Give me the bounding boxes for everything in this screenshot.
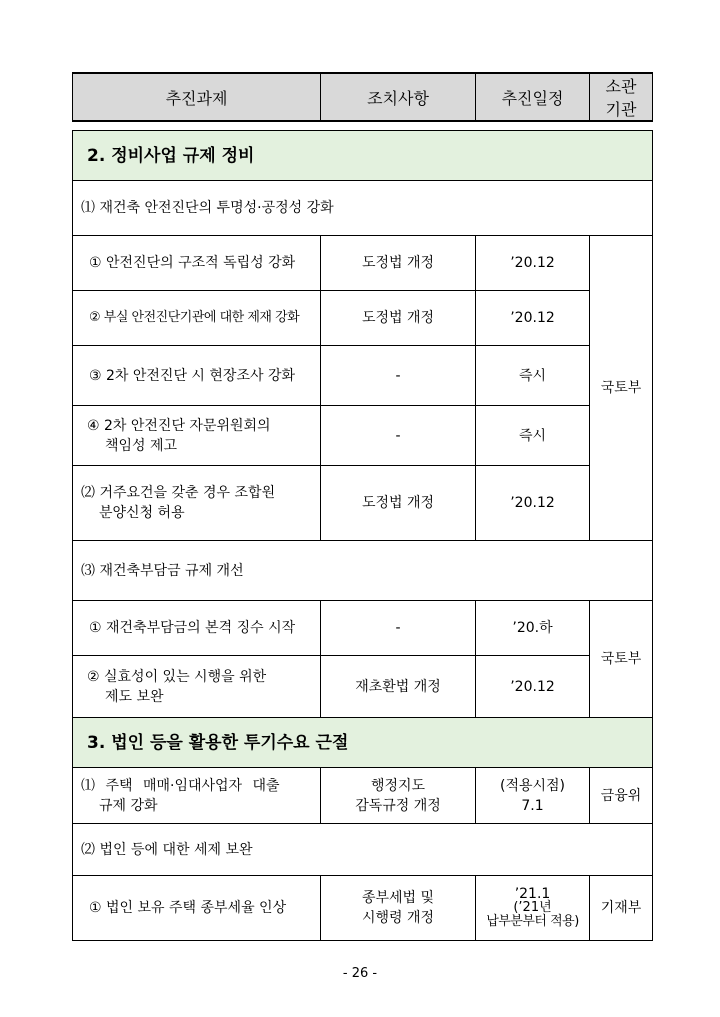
subsection-row <box>73 824 653 876</box>
schedule-cell: ’20.12 <box>476 236 590 291</box>
action-line: 감독규정 개정 <box>355 797 441 814</box>
section3-sub2-title: ⑵ 법인 등에 대한 세제 보완 <box>73 824 653 876</box>
schedule-line: (’21년 <box>513 900 552 915</box>
task-line: ② 실효성이 있는 시행을 위한 <box>87 668 267 685</box>
section2-sub3-title: ⑶ 재건축부담금 규제 개선 <box>73 541 653 601</box>
table-row <box>73 406 653 466</box>
table-row <box>73 346 653 406</box>
schedule-line: (적용시점) <box>499 777 566 794</box>
task-cell: ① 재건축부담금의 본격 징수 시작 <box>73 601 321 656</box>
schedule-cell <box>476 768 590 824</box>
task-line: 규제 강화 <box>99 797 158 814</box>
section2-title: 2. 정비사업 규제 정비 <box>73 131 653 181</box>
header-agency-line2: 기관 <box>605 100 637 119</box>
agency-cell: 국토부 <box>590 236 653 541</box>
schedule-cell: ’20.하 <box>476 601 590 656</box>
page-number: - 26 - <box>342 966 378 981</box>
task-cell <box>73 768 321 824</box>
task-line: ⑴ 주택 매매·임대사업자 대출 <box>81 777 280 794</box>
table-row <box>73 656 653 718</box>
schedule-line: ’21.1 <box>514 886 551 902</box>
schedule-line: 납부분부터 적용) <box>486 914 579 929</box>
section2-sub1-title: ⑴ 재건축 안전진단의 투명성·공정성 강화 <box>73 181 653 236</box>
agency-cell: 금융위 <box>590 768 653 824</box>
header-action: 조치사항 <box>321 73 476 121</box>
task-cell: ① 법인 보유 주택 종부세율 인상 <box>73 876 321 941</box>
action-line: 행정지도 <box>370 777 426 794</box>
schedule-cell: ’20.12 <box>476 656 590 718</box>
schedule-cell: 즉시 <box>476 346 590 406</box>
agency-cell: 국토부 <box>590 601 653 718</box>
task-cell <box>73 656 321 718</box>
header-row <box>73 73 653 121</box>
task-line: ⑵ 거주요건을 갖춘 경우 조합원 <box>81 485 276 501</box>
header-task: 추진과제 <box>73 73 321 121</box>
subsection-row <box>73 541 653 601</box>
table-row <box>73 236 653 291</box>
schedule-cell: ’20.12 <box>476 466 590 541</box>
action-cell <box>321 876 476 941</box>
table-row <box>73 291 653 346</box>
action-line: 시행령 개정 <box>361 910 435 926</box>
action-cell: 도정법 개정 <box>321 291 476 346</box>
task-line: ④ 2차 안전진단 자문위원회의 <box>87 417 271 434</box>
header-agency-line1: 소관 <box>605 77 637 96</box>
header-agency <box>590 73 653 121</box>
task-cell: ③ 2차 안전진단 시 현장조사 강화 <box>73 346 321 406</box>
task-cell <box>73 406 321 466</box>
task-line: 분양신청 허용 <box>99 505 185 521</box>
table-row <box>73 601 653 656</box>
main-table <box>72 130 653 941</box>
action-cell: - <box>321 601 476 656</box>
action-line: 종부세법 및 <box>361 890 435 906</box>
section3-title: 3. 법인 등을 활용한 투기수요 근절 <box>73 718 653 768</box>
header-table <box>72 72 653 122</box>
header-schedule: 추진일정 <box>476 73 590 121</box>
table-row <box>73 466 653 541</box>
section-heading <box>73 718 653 768</box>
schedule-cell: ’20.12 <box>476 291 590 346</box>
section-heading <box>73 131 653 181</box>
task-cell: ① 안전진단의 구조적 독립성 강화 <box>73 236 321 291</box>
table-row <box>73 876 653 941</box>
schedule-cell: 즉시 <box>476 406 590 466</box>
table-row <box>73 768 653 824</box>
action-cell: 재초환법 개정 <box>321 656 476 718</box>
schedule-cell <box>476 876 590 941</box>
action-cell <box>321 768 476 824</box>
agency-cell: 기재부 <box>590 876 653 941</box>
subsection-row <box>73 181 653 236</box>
action-cell: 도정법 개정 <box>321 236 476 291</box>
action-cell: - <box>321 346 476 406</box>
task-cell: ② 부실 안전진단기관에 대한 제재 강화 <box>73 291 321 346</box>
task-line: 책임성 제고 <box>105 437 178 454</box>
task-cell <box>73 466 321 541</box>
action-cell: - <box>321 406 476 466</box>
action-cell: 도정법 개정 <box>321 466 476 541</box>
schedule-line: 7.1 <box>521 797 544 814</box>
task-line: 제도 보완 <box>105 688 164 705</box>
